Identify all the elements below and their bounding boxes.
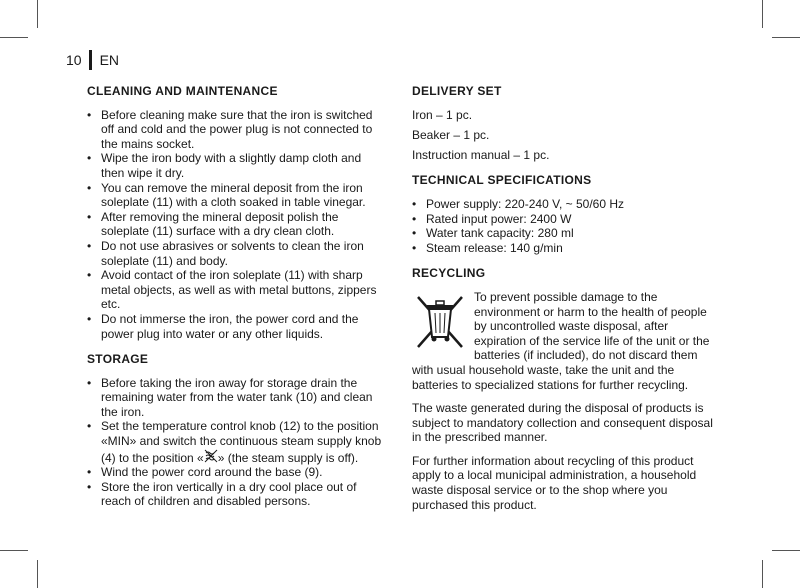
crop-mark	[0, 37, 28, 38]
delivery-line: Beaker – 1 pc.	[412, 127, 490, 142]
cleaning-section	[87, 84, 387, 341]
recycling-paragraph: For further information about recycling of this product apply to a local municipal administration, a household waste disposal service or to the shop where you purchased this product.	[412, 453, 697, 512]
specs-title: TECHNICAL SPECIFICATIONS	[412, 173, 592, 188]
storage-title: STORAGE	[87, 352, 149, 367]
list-item: • Do not use abrasives or solvents to clean the iron soleplate (11) and body.	[87, 239, 387, 268]
crop-mark	[772, 550, 800, 551]
list-item: • Wind the power cord around the base (9).	[87, 465, 387, 480]
crop-mark	[772, 37, 800, 38]
delivery-title: DELIVERY SET	[412, 84, 502, 98]
storage-section	[87, 352, 387, 509]
recycling-paragraph: The waste generated during the disposal of products is subject to mandatory collection and consequent disposal in the prescribed manner.	[412, 401, 713, 445]
recycling-paragraph: To prevent possible damage to the environment or harm to the health of people by uncontrolled waste disposal, after expiration of the service life of the unit or the batteries (if included), do not discard them with usual household waste, take the unit and the batteries to specialized stations for further recycling.	[412, 289, 710, 392]
right-column	[412, 84, 715, 523]
list-item: • Before cleaning make sure that the iron is switched off and cold and the power plug is not connected to the mains socket.	[87, 108, 387, 152]
steam-off-icon	[204, 449, 218, 463]
crop-mark	[37, 560, 38, 588]
list-item: • Wipe the iron body with a slightly damp cloth and then wipe it dry.	[87, 151, 387, 180]
language-code: EN	[99, 52, 120, 68]
list-item: • Water tank capacity: 280 ml	[412, 226, 715, 241]
list-item: • You can remove the mineral deposit from the iron soleplate (11) with a cloth soaked in table vinegar.	[87, 181, 387, 210]
storage-list	[87, 376, 387, 509]
storage-item-text: » (the steam supply is off).	[217, 450, 359, 465]
specs-list	[412, 197, 715, 255]
recycling-section	[412, 266, 715, 512]
list-item: • Rated input power: 2400 W	[412, 212, 715, 227]
storage-item-text: Set the temperature control knob (12) to the position «MIN» and switch the continuous steam supply knob (4) to the position «	[101, 419, 382, 465]
cleaning-list	[87, 108, 387, 342]
delivery-line: Instruction manual – 1 pc.	[412, 147, 550, 162]
list-item: • Do not immerse the iron, the power cord and the power plug into water or any other liquids.	[87, 312, 387, 341]
page-header	[66, 50, 119, 70]
crop-mark	[37, 0, 38, 28]
list-item: • Avoid contact of the iron soleplate (11) with sharp metal objects, as well as with metal buttons, zippers etc.	[87, 268, 387, 312]
crop-mark	[762, 560, 763, 588]
cleaning-title: CLEANING AND MAINTENANCE	[87, 84, 278, 98]
crop-mark	[762, 0, 763, 28]
header-divider	[89, 50, 92, 70]
page-number: 10	[66, 52, 82, 68]
delivery-line: Iron – 1 pc.	[412, 107, 473, 122]
specs-section	[412, 173, 715, 255]
list-item: • After removing the mineral deposit polish the soleplate (11) surface with a dry clean cloth.	[87, 210, 387, 239]
crossed-bin-icon	[412, 291, 468, 353]
left-column	[87, 84, 387, 520]
list-item: • Steam release: 140 g/min	[412, 241, 715, 256]
list-item: • Power supply: 220-240 V, ~ 50/60 Hz	[412, 197, 715, 212]
crop-mark	[0, 550, 28, 551]
list-item: • Store the iron vertically in a dry cool place out of reach of children and disabled persons.	[87, 480, 387, 509]
delivery-section	[412, 84, 715, 162]
recycling-title: RECYCLING	[412, 266, 486, 281]
list-item: • Before taking the iron away for storage drain the remaining water from the water tank (10) and clean the iron.	[87, 376, 387, 420]
list-item	[87, 419, 387, 465]
